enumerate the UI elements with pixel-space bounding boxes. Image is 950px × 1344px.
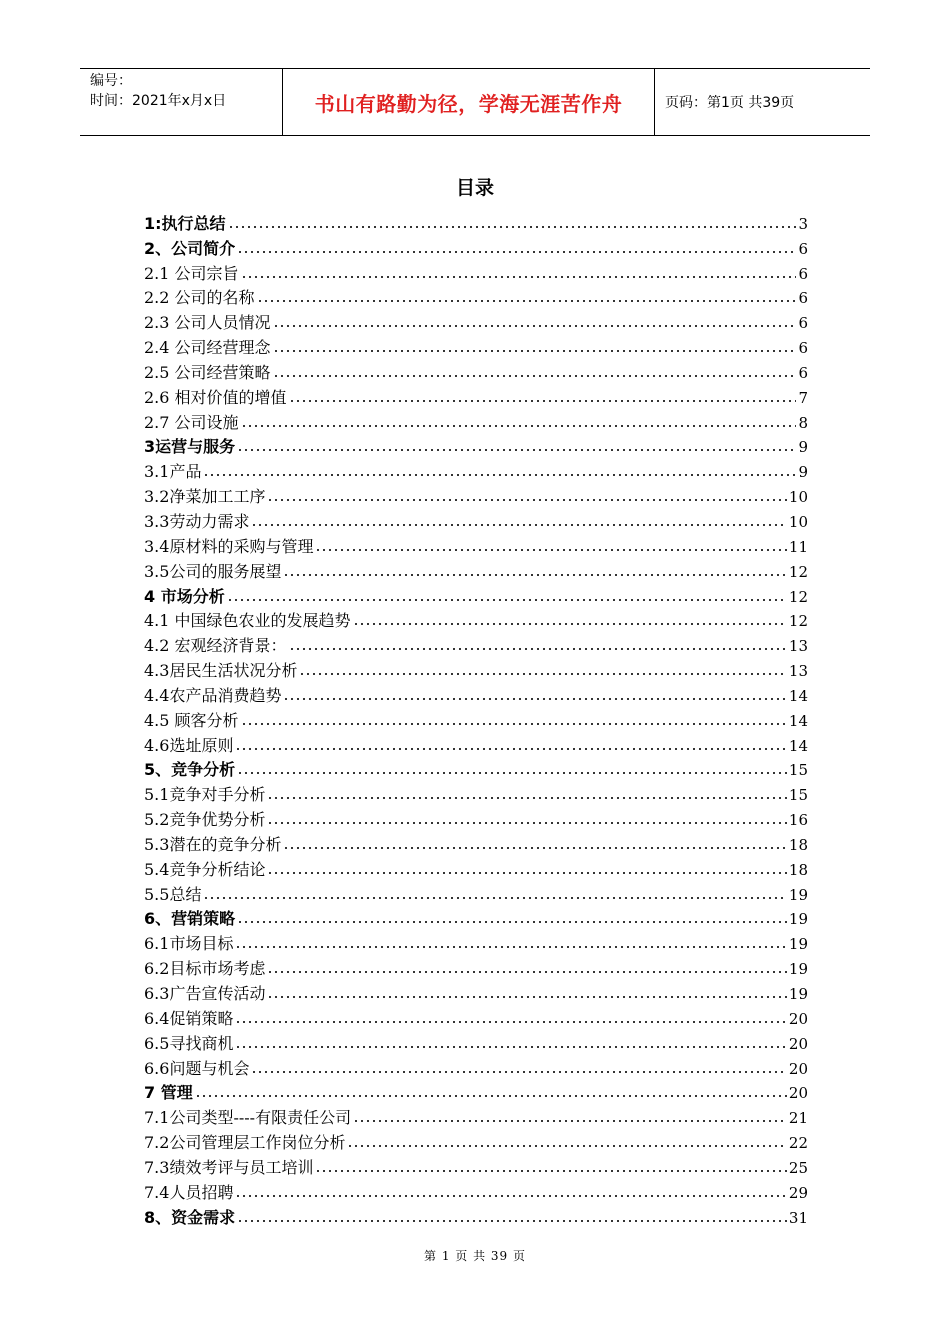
toc-entry[interactable] xyxy=(144,482,808,507)
toc-entry-label: 7.2公司管理层工作岗位分析 xyxy=(144,1133,346,1153)
toc-entry[interactable] xyxy=(144,1128,808,1153)
document-date: 时间：2021年x月x日 xyxy=(90,93,227,109)
toc-entry[interactable] xyxy=(144,929,808,954)
toc-leader-dots xyxy=(289,399,797,403)
toc-entry-page: 20 xyxy=(788,1009,808,1028)
toc-entry[interactable] xyxy=(144,557,808,582)
toc-entry-label: 5.3潜在的竞争分析 xyxy=(144,834,282,854)
toc-entry-label: 2.5 公司经营策略 xyxy=(144,362,271,382)
toc-entry[interactable] xyxy=(144,979,808,1004)
toc-entry-page: 21 xyxy=(788,1109,808,1128)
toc-entry-page: 14 xyxy=(788,686,808,705)
toc-entry-page: 15 xyxy=(788,761,808,780)
toc-entry-label: 2、公司简介 xyxy=(144,238,236,258)
toc-leader-dots xyxy=(315,548,786,552)
toc-leader-dots xyxy=(267,970,786,974)
header-meta xyxy=(80,69,283,135)
toc-entry-label: 6.1市场目标 xyxy=(144,934,234,954)
table-of-contents xyxy=(144,209,808,1228)
toc-leader-dots xyxy=(237,1219,787,1223)
toc-leader-dots xyxy=(283,573,786,577)
toc-entry[interactable] xyxy=(144,1004,808,1029)
toc-entry-label: 4.6选址原则 xyxy=(144,735,234,755)
toc-entry[interactable] xyxy=(144,607,808,632)
toc-entry-label: 5、竞争分析 xyxy=(144,760,236,780)
toc-entry-page: 6 xyxy=(798,289,808,308)
toc-title: 目录 xyxy=(455,177,494,199)
toc-leader-dots xyxy=(315,1169,786,1173)
toc-entry[interactable] xyxy=(144,1178,808,1203)
toc-entry-page: 19 xyxy=(788,885,808,904)
toc-leader-dots xyxy=(251,523,786,527)
toc-entry[interactable] xyxy=(144,532,808,557)
toc-entry[interactable] xyxy=(144,756,808,781)
toc-entry[interactable] xyxy=(144,209,808,234)
toc-leader-dots xyxy=(353,1119,787,1123)
toc-entry[interactable] xyxy=(144,830,808,855)
toc-entry[interactable] xyxy=(144,408,808,433)
toc-entry-label: 3运营与服务 xyxy=(144,437,236,457)
toc-entry-page: 18 xyxy=(788,860,808,879)
page-footer: 第 1 页 共 39 页 xyxy=(424,1249,526,1263)
toc-leader-dots xyxy=(267,821,786,825)
toc-entry[interactable] xyxy=(144,457,808,482)
toc-entry-label: 5.2竞争优势分析 xyxy=(144,810,266,830)
toc-leader-dots xyxy=(273,374,797,378)
toc-entry-label: 3.1产品 xyxy=(144,462,202,482)
toc-leader-dots xyxy=(237,920,787,924)
toc-leader-dots xyxy=(299,672,786,676)
toc-entry-label: 4.2 宏观经济背景： xyxy=(144,636,287,656)
toc-entry[interactable] xyxy=(144,1079,808,1104)
toc-entry-page: 19 xyxy=(788,910,808,929)
toc-entry[interactable] xyxy=(144,855,808,880)
toc-entry-label: 3.4原材料的采购与管理 xyxy=(144,536,314,556)
toc-entry[interactable] xyxy=(144,582,808,607)
toc-entry-page: 19 xyxy=(788,960,808,979)
toc-leader-dots xyxy=(273,349,797,353)
toc-leader-dots xyxy=(273,324,797,328)
toc-leader-dots xyxy=(203,473,796,477)
toc-entry[interactable] xyxy=(144,731,808,756)
toc-entry-page: 12 xyxy=(788,587,808,606)
toc-entry-page: 11 xyxy=(788,537,808,556)
toc-entry-label: 4.5 顾客分析 xyxy=(144,710,239,730)
toc-leader-dots xyxy=(237,448,796,452)
toc-entry-page: 12 xyxy=(788,612,808,631)
toc-entry-page: 6 xyxy=(798,314,808,333)
toc-entry-label: 6.2目标市场考虑 xyxy=(144,959,266,979)
toc-entry-label: 7.3绩效考评与员工培训 xyxy=(144,1157,314,1177)
toc-entry-label: 7.1公司类型----有限责任公司 xyxy=(144,1108,352,1128)
toc-entry[interactable] xyxy=(144,358,808,383)
toc-leader-dots xyxy=(235,945,786,949)
toc-entry-label: 6.4促销策略 xyxy=(144,1008,234,1028)
toc-entry-page: 16 xyxy=(788,811,808,830)
toc-leader-dots xyxy=(235,1194,786,1198)
toc-entry[interactable] xyxy=(144,805,808,830)
toc-leader-dots xyxy=(241,424,797,428)
toc-entry-page: 13 xyxy=(788,662,808,681)
toc-leader-dots xyxy=(235,1020,786,1024)
toc-entry-page: 6 xyxy=(798,339,808,358)
toc-leader-dots xyxy=(267,498,786,502)
toc-entry-page: 31 xyxy=(788,1208,808,1227)
document-number: 编号： xyxy=(90,73,132,89)
toc-entry-label: 7 管理 xyxy=(144,1083,193,1103)
toc-entry-label: 2.7 公司设施 xyxy=(144,412,239,432)
toc-entry-page: 20 xyxy=(788,1084,808,1103)
toc-leader-dots xyxy=(241,722,787,726)
toc-leader-dots xyxy=(347,1144,786,1148)
toc-entry-page: 9 xyxy=(798,438,808,457)
toc-entry-page: 20 xyxy=(788,1034,808,1053)
toc-leader-dots xyxy=(228,225,797,229)
toc-entry-page: 6 xyxy=(798,363,808,382)
toc-leader-dots xyxy=(235,747,786,751)
toc-entry-page: 6 xyxy=(798,239,808,258)
toc-entry-page: 20 xyxy=(788,1059,808,1078)
toc-entry[interactable] xyxy=(144,1153,808,1178)
toc-entry-page: 12 xyxy=(788,562,808,581)
toc-entry-page: 7 xyxy=(798,388,808,407)
toc-entry-page: 8 xyxy=(798,413,808,432)
toc-entry-label: 3.5公司的服务展望 xyxy=(144,561,282,581)
header-motto: 书山有路勤为径，学海无涯苦作舟 xyxy=(283,69,655,135)
toc-entry-page: 9 xyxy=(798,463,808,482)
toc-leader-dots xyxy=(203,896,786,900)
toc-entry-label: 5.5总结 xyxy=(144,884,202,904)
toc-entry[interactable] xyxy=(144,780,808,805)
toc-entry-label: 6.6问题与机会 xyxy=(144,1058,250,1078)
toc-entry-label: 4.3居民生活状况分析 xyxy=(144,661,298,681)
toc-leader-dots xyxy=(241,275,797,279)
toc-leader-dots xyxy=(267,995,786,999)
toc-entry-label: 6、营销策略 xyxy=(144,909,236,929)
toc-leader-dots xyxy=(267,796,786,800)
toc-entry-page: 10 xyxy=(788,488,808,507)
page-header xyxy=(80,68,870,136)
toc-entry-label: 2.1 公司宗旨 xyxy=(144,263,239,283)
toc-entry-page: 6 xyxy=(798,264,808,283)
toc-entry-label: 7.4人员招聘 xyxy=(144,1182,234,1202)
toc-entry-page: 14 xyxy=(788,711,808,730)
toc-entry[interactable] xyxy=(144,954,808,979)
toc-entry[interactable] xyxy=(144,333,808,358)
toc-leader-dots xyxy=(289,647,787,651)
toc-leader-dots xyxy=(227,598,787,602)
toc-entry-page: 13 xyxy=(788,637,808,656)
toc-entry-label: 2.6 相对价值的增值 xyxy=(144,387,287,407)
toc-leader-dots xyxy=(283,697,786,701)
toc-entry-label: 8、资金需求 xyxy=(144,1207,236,1227)
header-page-info: 页码：第1页 共39页 xyxy=(665,95,795,111)
toc-entry-label: 4.1 中国绿色农业的发展趋势 xyxy=(144,611,351,631)
toc-entry-page: 19 xyxy=(788,985,808,1003)
toc-entry-label: 3.2净菜加工工序 xyxy=(144,487,266,507)
toc-entry[interactable] xyxy=(144,631,808,656)
toc-entry-label: 6.5寻找商机 xyxy=(144,1033,234,1053)
toc-leader-dots xyxy=(353,622,787,626)
toc-entry-label: 1:执行总结 xyxy=(144,213,226,233)
toc-entry-label: 2.4 公司经营理念 xyxy=(144,338,271,358)
toc-entry-page: 18 xyxy=(788,835,808,854)
toc-entry-label: 4.4农产品消费趋势 xyxy=(144,685,282,705)
toc-entry-label: 2.3 公司人员情况 xyxy=(144,313,271,333)
toc-entry-label: 6.3广告宣传活动 xyxy=(144,984,266,1003)
toc-entry-page: 29 xyxy=(788,1183,808,1202)
toc-entry[interactable] xyxy=(144,880,808,905)
toc-entry[interactable] xyxy=(144,1029,808,1054)
toc-entry[interactable] xyxy=(144,383,808,408)
toc-entry-page: 3 xyxy=(798,214,808,233)
toc-entry-page: 25 xyxy=(788,1158,808,1177)
toc-entry[interactable] xyxy=(144,259,808,284)
toc-entry[interactable] xyxy=(144,433,808,458)
toc-entry[interactable] xyxy=(144,308,808,333)
toc-leader-dots xyxy=(257,299,797,303)
toc-entry-page: 10 xyxy=(788,512,808,531)
toc-entry-page: 22 xyxy=(788,1134,808,1153)
toc-entry[interactable] xyxy=(144,1054,808,1079)
toc-leader-dots xyxy=(251,1070,786,1074)
toc-entry[interactable] xyxy=(144,681,808,706)
toc-entry[interactable] xyxy=(144,905,808,930)
toc-leader-dots xyxy=(237,771,787,775)
toc-entry-page: 14 xyxy=(788,736,808,755)
toc-leader-dots xyxy=(195,1094,787,1098)
toc-entry-label: 5.1竞争对手分析 xyxy=(144,785,266,805)
toc-entry[interactable] xyxy=(144,507,808,532)
toc-entry-label: 3.3劳动力需求 xyxy=(144,511,250,531)
toc-entry[interactable] xyxy=(144,284,808,309)
toc-entry-label: 4 市场分析 xyxy=(144,586,225,606)
toc-leader-dots xyxy=(283,846,786,850)
toc-leader-dots xyxy=(237,250,796,254)
toc-leader-dots xyxy=(235,1045,786,1049)
toc-entry[interactable] xyxy=(144,706,808,731)
toc-entry-label: 2.2 公司的名称 xyxy=(144,288,255,308)
toc-leader-dots xyxy=(267,871,786,875)
toc-entry[interactable] xyxy=(144,1203,808,1228)
toc-entry[interactable] xyxy=(144,1103,808,1128)
toc-entry[interactable] xyxy=(144,234,808,259)
toc-entry[interactable] xyxy=(144,656,808,681)
toc-entry-label: 5.4竞争分析结论 xyxy=(144,859,266,879)
toc-entry-page: 19 xyxy=(788,935,808,954)
toc-entry-page: 15 xyxy=(788,786,808,805)
